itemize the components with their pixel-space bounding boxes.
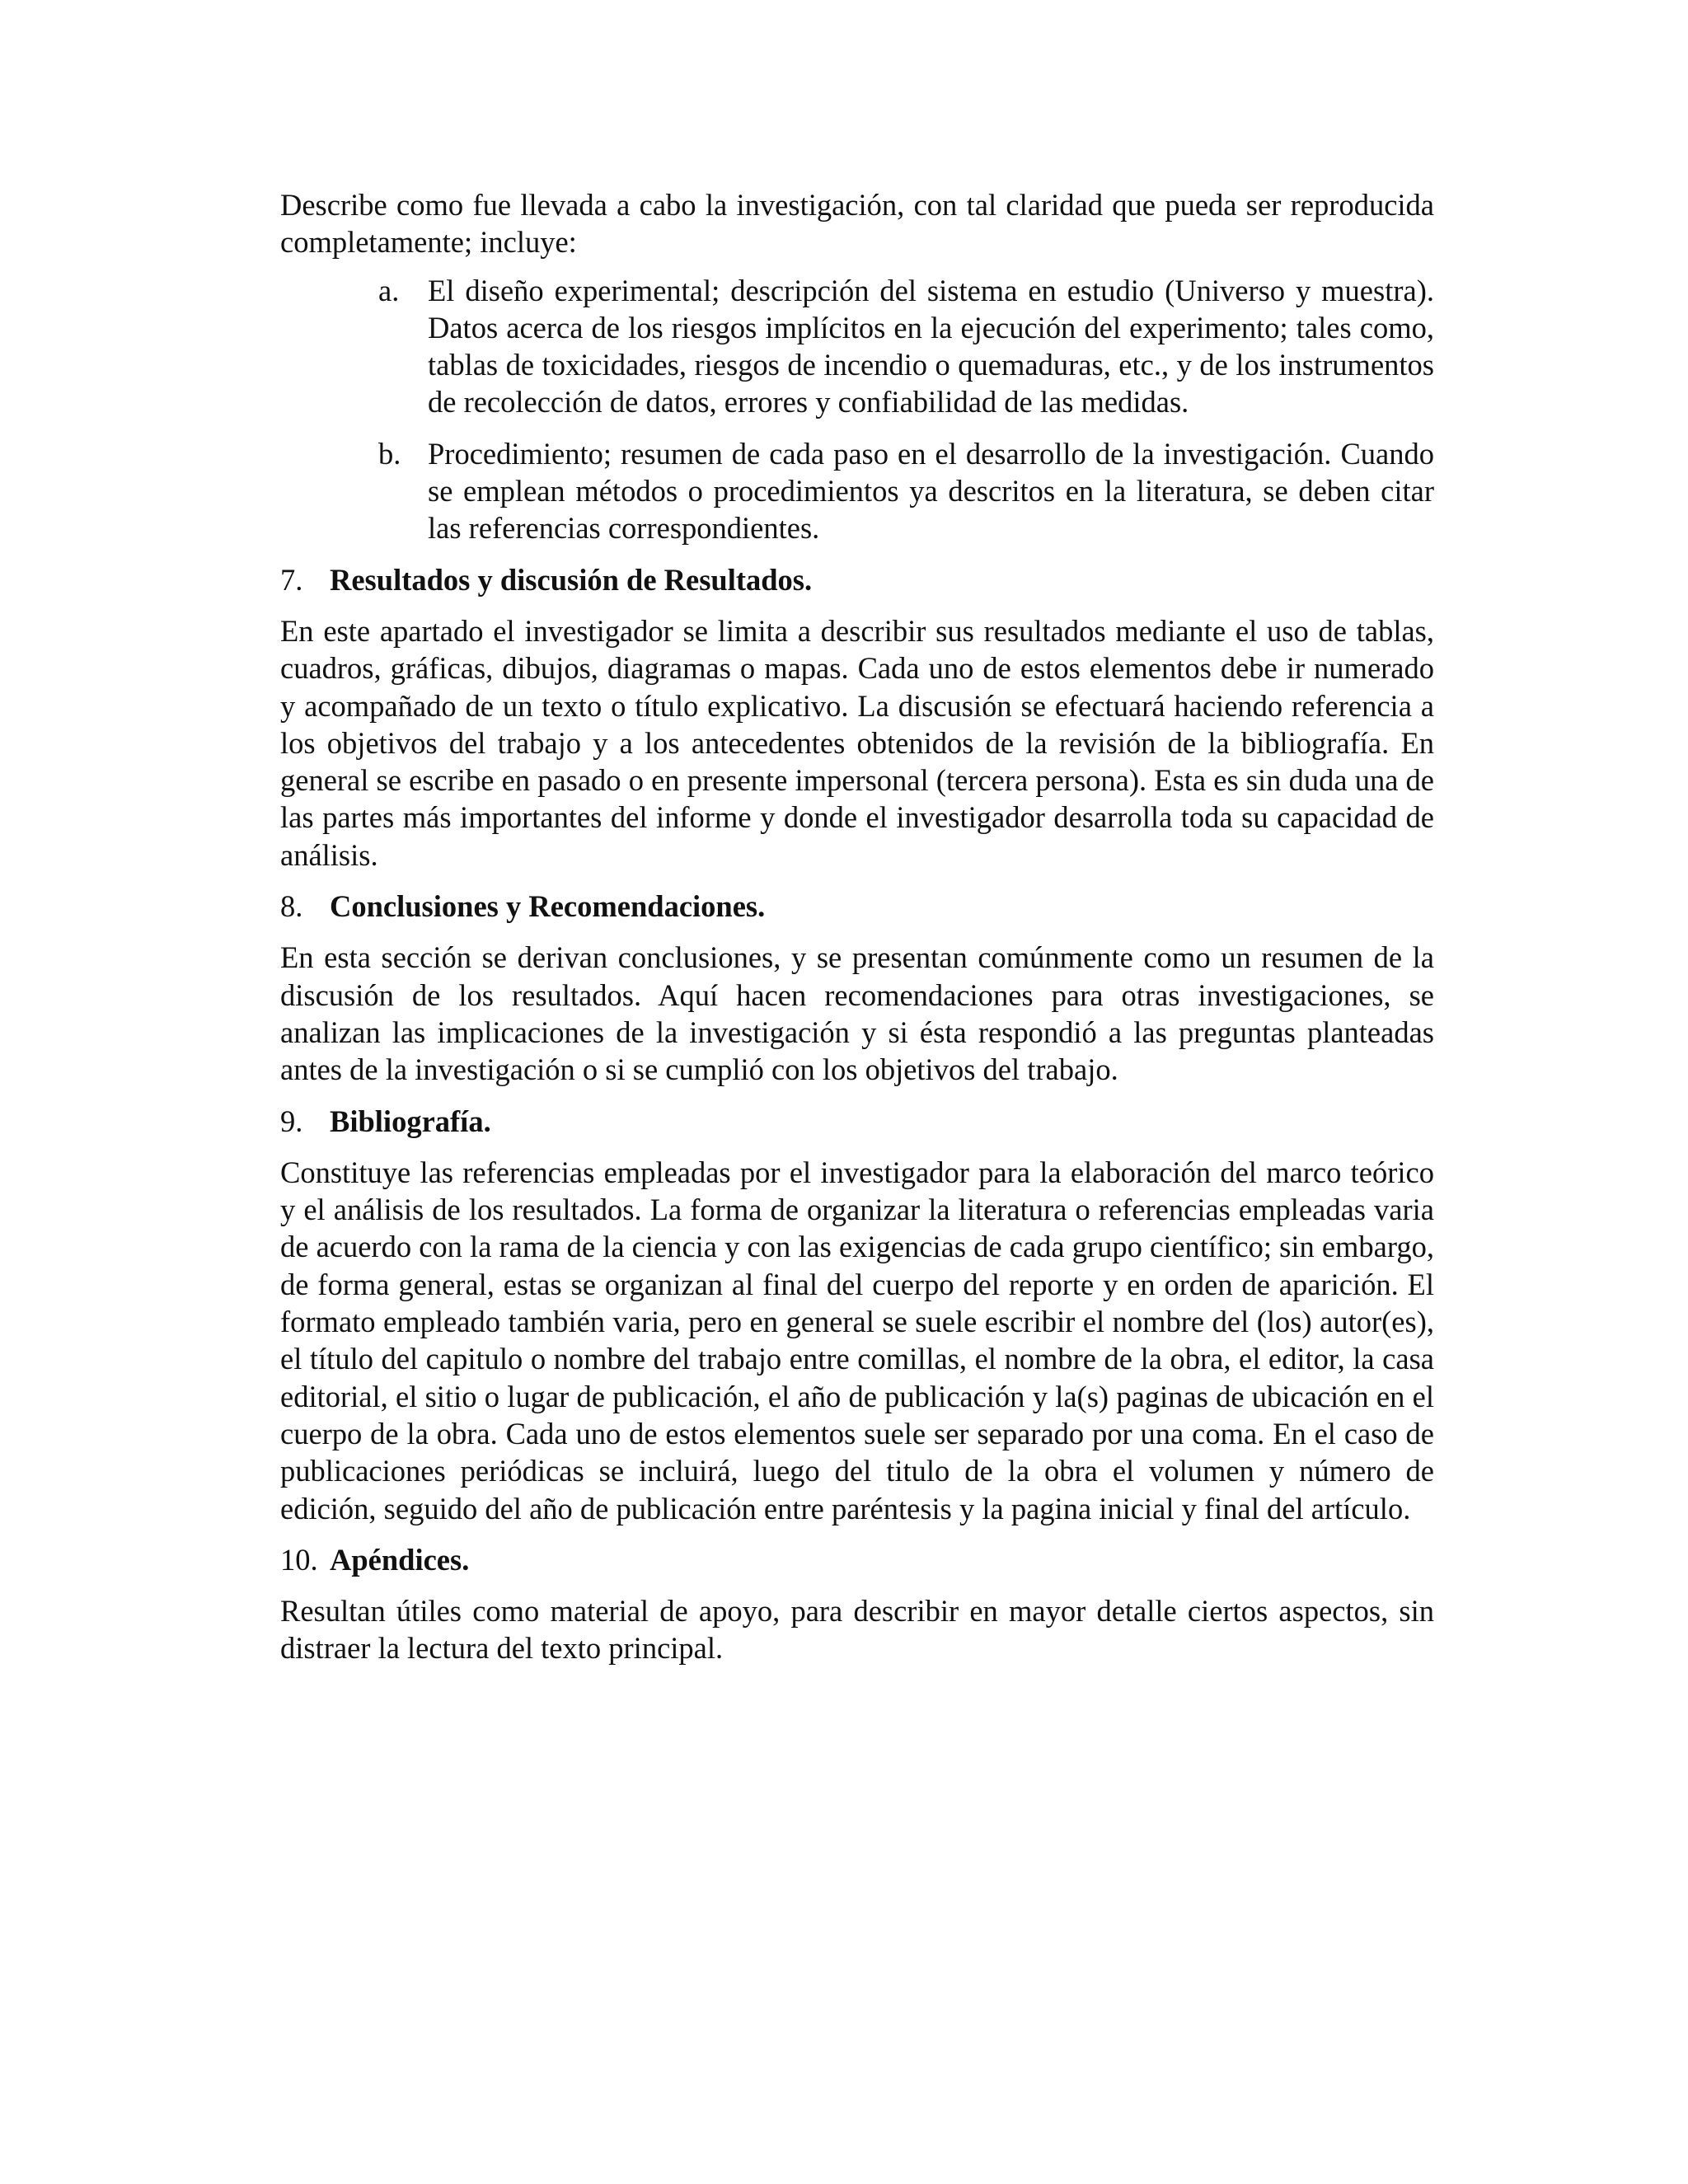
section-title: Apéndices. bbox=[330, 1542, 470, 1577]
section-heading-results bbox=[280, 561, 1434, 598]
section-body-appendices: Resultan útiles como material de apoyo, para describir en mayor detalle ciertos aspectos, sin distraer la lectura del texto principal. bbox=[280, 1594, 1434, 1666]
section-body-bibliography: Constituye las referencias empleadas por el investigador para la elaboración del marco teórico y el análisis de los resultados. La forma de organizar la literatura o referencias empleadas varia de acuerdo con la rama de la ciencia y con las exigencias de cada grupo científico; sin embargo, de forma general, estas se organizan al final del cuerpo del reporte y en orden de aparición. El formato empleado también varia, pero en general se suele escribir el nombre del (los) autor(es), el título del capitulo o nombre del trabajo entre comillas, el nombre de la obra, el editor, la casa editorial, el sitio o lugar de publicación, el año de publicación y la(s) paginas de ubicación en el cuerpo de la obra. Cada uno de estos elementos suele ser separado por una coma. En el caso de publicaciones periódicas se incluirá, luego del titulo de la obra el volumen y número de edición, seguido del año de publicación entre paréntesis y la pagina inicial y final del artículo. bbox=[280, 1155, 1434, 1526]
list-item-text: Procedimiento; resumen de cada paso en el desarrollo de la investigación. Cuando se emplean métodos o procedimientos ya descritos en la literatura, se deben citar las referencias correspondientes. bbox=[428, 436, 1434, 546]
section-heading-conclusions bbox=[280, 888, 1434, 925]
section-heading-appendices bbox=[280, 1541, 1434, 1578]
section-title: Resultados y discusión de Resultados. bbox=[330, 562, 813, 597]
section-number: 8. bbox=[280, 889, 303, 924]
list-marker: b. bbox=[378, 436, 401, 471]
page-content bbox=[280, 186, 1434, 1667]
section-body-conclusions: En esta sección se derivan conclusiones, y se presentan comúnmente como un resumen de la discusión de los resultados. Aquí hacen recomendaciones para otras investigaciones, se analizan las implicaciones de la investigación y si ésta respondió a las preguntas planteadas antes de la investigación o si se cumplió con los objetivos del trabajo. bbox=[280, 940, 1434, 1087]
section-number: 7. bbox=[280, 562, 303, 597]
section-number: 10. bbox=[280, 1542, 318, 1577]
list-marker: a. bbox=[378, 273, 400, 307]
list-item-text: El diseño experimental; descripción del sistema en estudio (Universo y muestra). Datos acerca de los riesgos implícitos en la ejecución del experimento; tales como, tablas de toxicidades, riesgos de incendio o quemaduras, etc., y de los instrumentos de recolección de datos, errores y confiabilidad de las medidas. bbox=[428, 273, 1434, 419]
list-item bbox=[378, 272, 1434, 421]
section-title: Bibliografía. bbox=[330, 1104, 491, 1138]
list-item bbox=[378, 435, 1434, 547]
section-title: Conclusiones y Recomendaciones. bbox=[330, 889, 766, 924]
section-body-results: En este apartado el investigador se limita a describir sus resultados mediante el uso de tablas, cuadros, gráficas, dibujos, diagramas o mapas. Cada uno de estos elementos debe ir numerado y acompañado de un texto o título explicativo. La discusión se efectuará haciendo referencia a los objetivos del trabajo y a los antecedentes obtenidos de la revisión de la bibliografía. En general se escribe en pasado o en presente impersonal (tercera persona). Esta es sin duda una de las partes más importantes del informe y donde el investigador desarrolla toda su capacidad de análisis. bbox=[280, 613, 1434, 872]
section-heading-bibliography bbox=[280, 1103, 1434, 1140]
methods-list bbox=[280, 272, 1434, 547]
section-number: 9. bbox=[280, 1104, 303, 1138]
intro-paragraph: Describe como fue llevada a cabo la investigación, con tal claridad que pueda ser reproducida completamente; incluye: bbox=[280, 188, 1434, 260]
